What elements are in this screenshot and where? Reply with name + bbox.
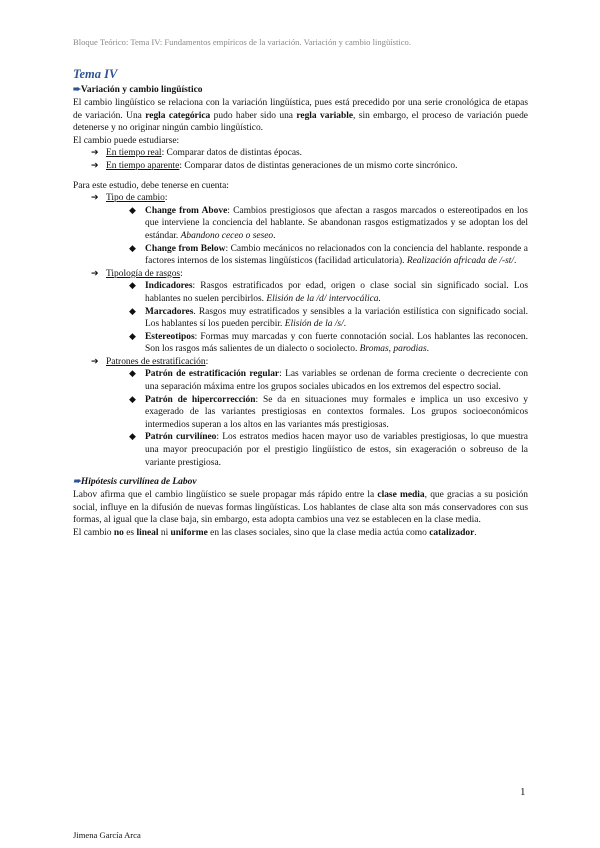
paragraph-estudiarse: El cambio puede estudiarse: — [73, 135, 180, 146]
section-heading-text: Variación y cambio lingüístico — [80, 85, 203, 95]
list-desc: : Las variables se ordenan de forma creciente o decreciente con una separación máxima entre los grupos sociales ubicados en los extremos del espectro social. — [145, 369, 528, 393]
list-end: . — [343, 319, 347, 330]
list-desc: : Los estratos medios hacen mayor uso de variables prestigiosas, lo que muestra una mayor preocupación por el prestigio lingüístico de estos, sin exageración o sobreuso de la variante prestigiosa. — [145, 432, 529, 468]
colon: : — [205, 356, 209, 367]
text-run: Labov afirma que el cambio lingüístico se suele propagar más rápido entre la — [73, 490, 378, 501]
list-example: Bromas, parodias — [359, 344, 427, 355]
paragraph-conclusion — [73, 527, 528, 540]
arrow-bullet-icon: ➔ — [91, 268, 99, 279]
heading-arrow-icon: ➨ — [73, 85, 81, 95]
text-run: , sin embargo, el proceso de variación puede detenerse y no originar ningún cambio lingüístico. — [73, 110, 528, 134]
text-run: El cambio — [73, 528, 114, 538]
list-desc: : Comparar datos de distintas generaciones de un mismo corte sincrónico. — [179, 160, 458, 171]
list-item — [73, 280, 528, 305]
diamond-bullet-icon: ◆ — [129, 394, 136, 405]
section-heading-labov — [73, 476, 528, 489]
group-label-text: Tipología de rasgos — [106, 268, 181, 279]
list-example: Elisión de la /d/ intervocálica. — [266, 293, 381, 304]
diamond-bullet-icon: ◆ — [129, 369, 136, 380]
list-item — [73, 431, 528, 469]
list-term: Patrón curvilíneo — [145, 432, 217, 443]
list-item — [73, 205, 528, 243]
page-footer-author: Jimena García Arca — [73, 830, 141, 840]
text-run: ni — [158, 528, 171, 538]
bold-term: uniforme — [170, 528, 208, 538]
list-desc: : Formas muy marcadas y con fuerte connotación social. Los hablantes las reconocen. Son los rasgos más salientes de un dialecto o sociolecto. — [145, 331, 528, 355]
diamond-bullet-icon: ◆ — [129, 432, 136, 443]
bold-term: catalizador — [429, 528, 475, 538]
list-item — [73, 331, 528, 356]
list-example: Abandono ceceo o seseo — [180, 230, 274, 241]
page-title: Tema IV — [73, 67, 118, 81]
list-item — [73, 306, 528, 331]
text-run: El cambio lingüístico se relaciona con la variación lingüística, pues está precedido por una serie cronológica de etapas de variación. Una — [73, 98, 528, 121]
list-term: Indicadores — [145, 281, 193, 292]
bold-term: regla variable — [296, 110, 354, 121]
list-item — [73, 147, 528, 160]
diamond-bullet-icon: ◆ — [129, 205, 136, 216]
page-header: Bloque Teórico: Tema IV: Fundamentos empíricos de la variación. Variación y cambio lingüístico. — [73, 37, 412, 47]
list-end: . — [514, 256, 517, 267]
group-label-patrones — [73, 356, 528, 369]
list-item — [73, 368, 528, 393]
diamond-bullet-icon: ◆ — [129, 281, 136, 292]
list-term: Patrón de hipercorrección — [145, 394, 256, 405]
text-run: en las clases sociales, sino que la clase media actúa como — [207, 528, 430, 538]
list-term: Patrón de estratificación regular — [145, 369, 280, 380]
group-label-tipo-de-cambio — [73, 192, 528, 205]
list-item — [73, 160, 528, 173]
list-term: Marcadores — [145, 306, 194, 317]
paragraph-tener-en-cuenta: Para este estudio, debe tenerse en cuenta: — [73, 180, 229, 191]
paragraph-intro — [73, 97, 528, 135]
diamond-bullet-icon: ◆ — [129, 331, 136, 342]
page-number: 1 — [520, 786, 526, 798]
text-run: pudo haber sido una — [210, 110, 297, 121]
list-desc: : Rasgos estratificados por edad, origen o clase social sin significado social. Los hablantes no suelen percibirlos. — [145, 281, 528, 304]
list-term: En tiempo aparente — [106, 160, 180, 171]
page-content — [73, 66, 528, 540]
colon: : — [164, 193, 168, 204]
bold-term: regla categórica — [145, 110, 211, 121]
list-example: Realización africada de /-st/ — [406, 256, 515, 267]
list-item — [73, 243, 528, 268]
section-heading-text: Hipótesis curvilínea de Labov — [80, 477, 197, 488]
diamond-bullet-icon: ◆ — [129, 243, 136, 254]
list-desc: : Cambio mecánicos no relacionados con la conciencia del hablante. responde a factores internos de los sistemas lingüísticos (facilidad articulatoria). — [145, 243, 528, 267]
list-example: Elisión de la /s/ — [284, 319, 344, 330]
list-end: . — [273, 230, 276, 241]
bold-term: no — [113, 528, 124, 538]
list-desc: : Se da en situaciones muy formales e implica un uso excesivo y exagerado de las variantes prestigiosas en contextos formales. Los grupos socioeconómicos intermedios superan a los altos en las variantes más prestigiosas. — [145, 394, 528, 430]
arrow-bullet-icon: ➔ — [91, 148, 99, 159]
list-end: . — [426, 344, 429, 355]
list-desc: : Comparar datos de distintas épocas. — [161, 148, 303, 159]
heading-arrow-icon: ➨ — [73, 477, 81, 488]
group-label-tipologia-de-rasgos — [73, 268, 528, 281]
arrow-bullet-icon: ➔ — [91, 193, 99, 204]
paragraph-labov — [73, 489, 528, 527]
section-heading-variacion — [73, 84, 528, 97]
text-run: , que gracias a su posición social, influye en la difusión de nuevas formas lingüísticas. Los hablantes de clase alta son más conservadores con sus formas, al igual que la clase baja, sin embargo, esta adopta cambios una vez se establecen en la clase media. — [73, 490, 528, 526]
text-run: es — [123, 528, 137, 538]
diamond-bullet-icon: ◆ — [129, 306, 136, 317]
colon: : — [180, 268, 183, 279]
list-term: Estereotipos — [145, 331, 195, 342]
list-desc: : Cambios prestigiosos que afectan a rasgos marcados o estereotipados en los que interviene la conciencia del hablante. Se abandonan rasgos estigmatizados y se adoptan los del estándar. — [145, 205, 528, 241]
list-term: Change from Below — [145, 243, 226, 254]
group-label-text: Tipo de cambio — [106, 193, 165, 204]
arrow-bullet-icon: ➔ — [91, 160, 99, 171]
list-term: En tiempo real — [106, 148, 162, 159]
list-term: Change from Above — [145, 205, 228, 216]
bold-term: lineal — [136, 528, 159, 538]
list-desc: . Rasgos muy estratificados y sensibles a la variación estilística con significado social. Los hablantes sí los pueden percibir. — [145, 306, 528, 330]
arrow-bullet-icon: ➔ — [91, 356, 99, 367]
text-run: . — [474, 528, 477, 538]
group-label-text: Patrones de estratificación — [106, 356, 206, 367]
list-item — [73, 394, 528, 432]
bold-term: clase media — [377, 490, 425, 501]
